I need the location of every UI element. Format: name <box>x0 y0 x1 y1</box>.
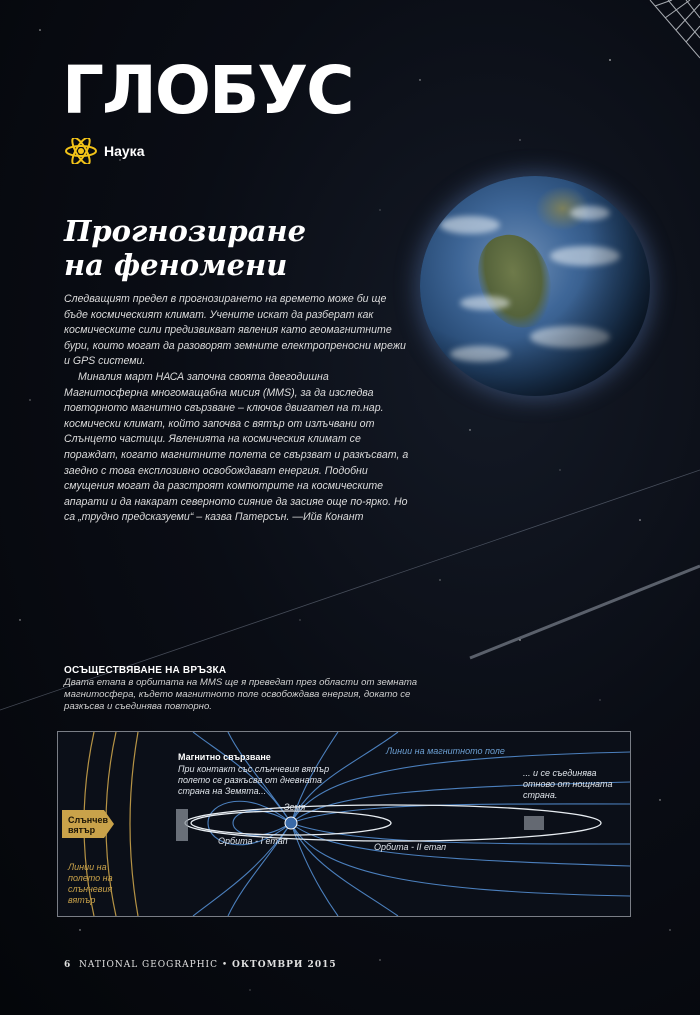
magazine-name: NATIONAL GEOGRAPHIC <box>79 960 218 970</box>
infographic-title: ОСЪЩЕСТВЯВАНЕ НА ВРЪЗКА <box>64 665 227 676</box>
reconnection-title: Магнитно свързване <box>178 752 271 762</box>
headline-line-2: на феномени <box>64 248 288 282</box>
page-footer: 6 NATIONAL GEOGRAPHIC • ОКТОМВРИ 2015 <box>64 960 337 970</box>
headline-line-1: Прогнозиране <box>64 214 307 248</box>
reconnection-text: При контакт със слънчевия вятър полето се разкъсва от дневната страна на Земята... <box>178 764 330 796</box>
earth-image <box>420 176 650 396</box>
orbit-stage-1-label: Орбита - I етап <box>218 836 288 846</box>
diagram-graphic <box>58 732 630 916</box>
article-body <box>64 292 409 526</box>
field-lines-label: Линии на магнитното поле <box>386 746 505 756</box>
article-paragraph-1: Следващият предел в прогнозирането на времето може би ще бъде космическият климат. Учените искат да разберат как космическите сили предизвикват явления като геомагнитните бури, които могат да разоворят земните електропреносни мрежи и GPS системи. <box>64 293 406 368</box>
earth-label: Земя <box>284 802 306 812</box>
magazine-section-title: ГЛОБУС <box>62 52 353 129</box>
nightside-text: ... и се съединява отново от нощната страна. <box>523 768 613 800</box>
solar-wind-label-box <box>64 812 116 840</box>
section-label: Наука <box>104 143 145 159</box>
solar-wind-label: Слънчев вятър <box>68 815 108 835</box>
infographic-description: Двата етапа в орбитата на MMS ще я преведат през области от земната магнитосфера, където магнитното поле освобождава енергия, докато се разкъсва и съединява повторно. <box>64 677 418 712</box>
magnetosphere-diagram <box>57 731 631 917</box>
page-number: 6 <box>64 960 72 970</box>
orbit-stage-2-label: Орбита - II етап <box>374 842 447 852</box>
article-paragraph-2 <box>64 370 409 526</box>
section-tag <box>64 138 144 164</box>
article-byline: —Ийв Конант <box>292 511 364 524</box>
article-paragraph-2-text: Миналия март НАСА започна своята двегодишна Магнитосферна многомащабна мисия (MMS), за да изследва повторното магнитно свързване – ключов двигател на т.нар. космически климат, който започва с вятър от излъчвани от Слънцето частици. Явленията на космическия климат се пораждат, когато магнитните полета се свързват и разкъсват, а заедно с това експлозивно освобождават енергия. Подобни смущения могат да разстроят компютрите на космическите апарати и да накарат северното сияние да засияе още по-ярко. Но са „трудно предсказуеми“ – казва Патерсън. <box>64 370 409 524</box>
issue-date: ОКТОМВРИ 2015 <box>232 960 337 970</box>
solar-field-lines-label: Линии на полето на слънчевия вятър <box>68 862 113 905</box>
atom-icon <box>64 138 98 164</box>
article-headline <box>64 214 364 282</box>
